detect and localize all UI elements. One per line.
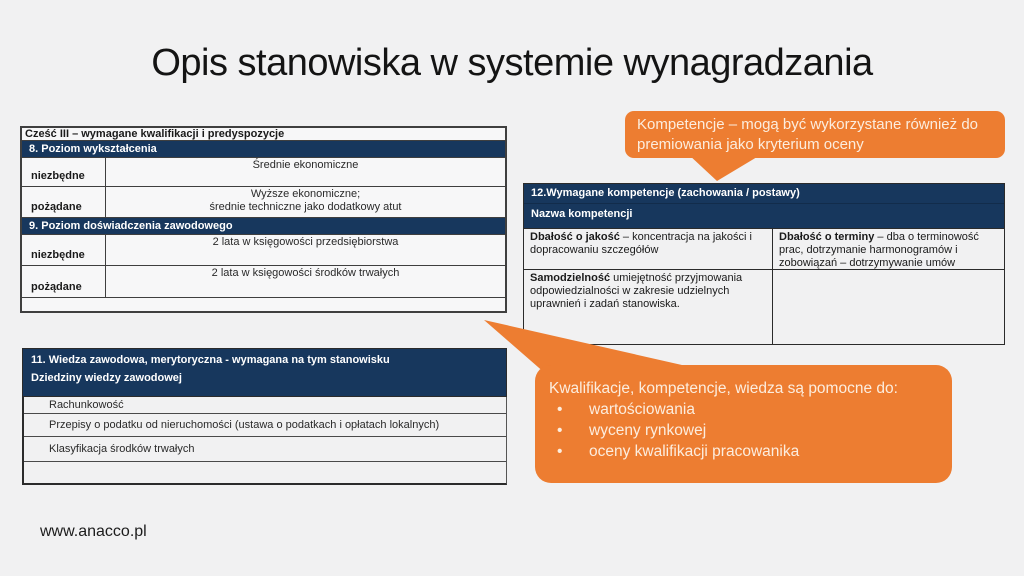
usefulness-callout-title: Kwalifikacje, kompetencje, wiedza są pomocne do: bbox=[549, 380, 898, 397]
bullet-icon: • bbox=[557, 401, 563, 418]
table-row bbox=[22, 235, 505, 266]
qualifications-table-caption: Cześć III – wymagane kwalifikacji i predyspozycje bbox=[22, 128, 505, 141]
table-row bbox=[22, 266, 505, 298]
bullet-item bbox=[549, 420, 944, 441]
knowledge-table-header bbox=[22, 348, 507, 397]
page-title: Opis stanowiska w systemie wynagradzania bbox=[151, 42, 873, 84]
empty-row bbox=[24, 462, 506, 483]
row-label: niezbędne bbox=[22, 235, 106, 265]
competency-cell bbox=[524, 229, 773, 269]
usefulness-callout bbox=[535, 365, 952, 483]
row-value bbox=[106, 158, 505, 186]
knowledge-row: Klasyfikacja środków trwałych bbox=[24, 437, 506, 462]
row-value-line: Średnie ekonomiczne bbox=[252, 159, 359, 171]
knowledge-table-body bbox=[22, 397, 507, 485]
table-row bbox=[524, 229, 1004, 270]
website-url: www.anacco.pl bbox=[40, 523, 147, 540]
competency-cell-empty bbox=[773, 270, 1004, 344]
bullet-item bbox=[549, 399, 944, 420]
bullet-item bbox=[549, 441, 944, 462]
table-row bbox=[22, 187, 505, 218]
knowledge-table-title: 11. Wiedza zawodowa, merytoryczna - wymagana na tym stanowisku bbox=[31, 354, 390, 366]
row-label: pożądane bbox=[22, 187, 106, 217]
table-row bbox=[22, 158, 505, 187]
bullet-icon: • bbox=[557, 422, 563, 439]
knowledge-table-subtitle: Dziedziny wiedzy zawodowej bbox=[31, 372, 182, 384]
competency-cell bbox=[773, 229, 1004, 269]
competency-desc: – koncentracja na jakości i dopracowaniu szczegółów bbox=[530, 231, 752, 256]
competencies-callout bbox=[625, 111, 1005, 158]
qualifications-table bbox=[20, 126, 507, 313]
row-value-line: Wyższe ekonomiczne; bbox=[250, 188, 361, 200]
row-value-line: 2 lata w księgowości środków trwałych bbox=[211, 267, 400, 279]
callout-tail-down bbox=[680, 154, 770, 182]
row-value bbox=[106, 187, 505, 217]
row-label: pożądane bbox=[22, 266, 106, 297]
row-value-line: średnie techniczne jako dodatkowy atut bbox=[209, 201, 402, 213]
knowledge-row: Rachunkowość bbox=[24, 397, 506, 414]
section-9-heading: 9. Poziom doświadczenia zawodowego bbox=[22, 218, 505, 235]
competency-desc: – dba o terminowość prac, dotrzymanie harmonogramów i zobowiązań – dotrzymywanie umów bbox=[779, 231, 979, 269]
competency-term: Samodzielność bbox=[530, 272, 611, 284]
competencies-table-title: 12.Wymagane kompetencje (zachowania / postawy) bbox=[524, 184, 1004, 204]
competencies-table-subtitle: Nazwa kompetencji bbox=[524, 204, 1004, 229]
competency-term: Dbałość o terminy bbox=[779, 231, 875, 243]
competency-term: Dbałość o jakość bbox=[530, 231, 620, 243]
bullet-text: wartościowania bbox=[589, 401, 695, 418]
empty-row bbox=[22, 298, 505, 311]
row-value bbox=[106, 235, 505, 265]
competency-desc: umiejętność przyjmowania odpowiedzialności w zakresie udzielnych uprawnień i zadań stanowiska. bbox=[530, 272, 743, 310]
competencies-callout-text: Kompetencje – mogą być wykorzystane również do premiowania jako kryterium oceny bbox=[637, 116, 979, 153]
bullet-text: wyceny rynkowej bbox=[589, 422, 707, 439]
knowledge-table bbox=[22, 348, 507, 485]
row-label: niezbędne bbox=[22, 158, 106, 186]
bullet-text: oceny kwalifikacji pracowanika bbox=[589, 443, 800, 460]
bullet-icon: • bbox=[557, 443, 563, 460]
knowledge-row: Przepisy o podatku od nieruchomości (ustawa o podatkach i opłatach lokalnych) bbox=[24, 414, 506, 437]
row-value-line: 2 lata w księgowości przedsiębiorstwa bbox=[212, 236, 399, 248]
row-value bbox=[106, 266, 505, 297]
section-8-heading: 8. Poziom wykształcenia bbox=[22, 141, 505, 158]
